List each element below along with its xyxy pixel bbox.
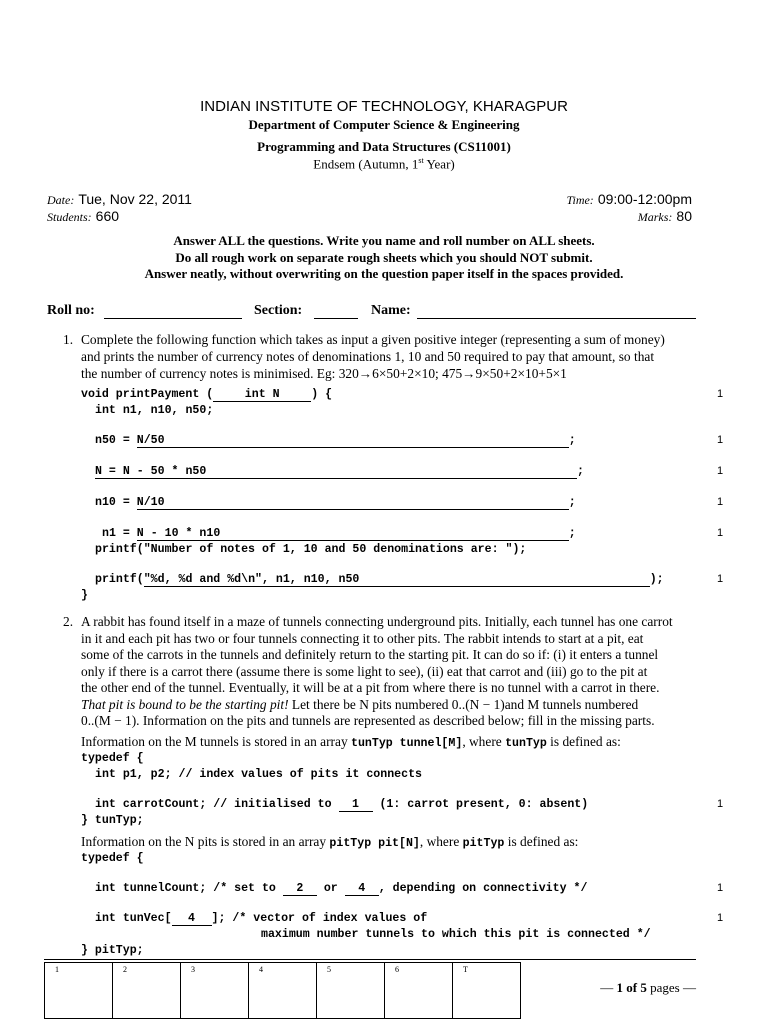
marks-grid — [44, 962, 521, 1019]
q1-line-n: N = N - 50 * n50 ; — [95, 465, 584, 478]
roll-no-label: Roll no: — [47, 303, 95, 318]
q2-mark-3: 1 — [717, 912, 724, 924]
q1-printf1: printf("Number of notes of 1, 10 and 50 denominations are: "); — [95, 543, 527, 556]
section-label: Section: — [254, 303, 303, 318]
q1-mark-6: 1 — [717, 573, 724, 585]
time-value: 09:00-12:00pm — [597, 191, 692, 207]
grid-cell-total[interactable]: T — [453, 963, 521, 1019]
q1-text-line2: and prints the number of currency notes of denominations 1, 10 and 50 required to pay that amount, so that — [81, 349, 655, 364]
q2-tun-field-1: int p1, p2; // index values of pits it connects — [95, 768, 422, 781]
q1-line-n50: n50 = N/50 ; — [95, 434, 576, 447]
name-field[interactable] — [417, 318, 696, 319]
q2-pit-typedef: typedef { — [81, 852, 144, 865]
grid-cell-4[interactable]: 4 — [249, 963, 317, 1019]
name-label: Name: — [371, 303, 411, 318]
q1-decl: int n1, n10, n50; — [95, 404, 214, 417]
time-row: Time: 09:00-12:00pm — [566, 191, 692, 207]
grid-cell-1[interactable]: 1 — [45, 963, 113, 1019]
q2-para-1: A rabbit has found itself in a maze of tunnels connecting underground pits. Initially, each tunnel has one carrot — [81, 614, 673, 629]
q1-mark-5: 1 — [717, 527, 724, 539]
q2-tunnelcount-blank-1: 2 — [283, 882, 317, 896]
q1-printf2: printf("%d, %d and %d\n", n1, n10, n50 ); — [95, 573, 664, 586]
q1-mark-2: 1 — [717, 434, 724, 446]
q2-carrot-blank: 1 — [339, 798, 373, 812]
q2-para-6: That pit is bound to be the starting pit! Let there be N pits numbered 0..(N − 1)and M tunnels numbered — [81, 697, 639, 712]
department-title: Department of Computer Science & Engineering — [248, 117, 520, 132]
q1-mark-4: 1 — [717, 496, 724, 508]
footer-rule — [44, 959, 696, 960]
q1-signature: void printPayment ( int N ) { — [81, 388, 333, 401]
students-row: Students: 660 — [47, 208, 120, 224]
q2-tunnel-intro: Information on the M tunnels is stored in an array tunTyp tunnel[M], where tunTyp is defined as: — [81, 734, 621, 750]
q2-para-2: in it and each pit has two or four tunnels connecting it to other pits. The rabbit intends to start at a pit, eat — [81, 631, 644, 646]
section-field[interactable] — [314, 318, 358, 319]
q1-line-n1: n1 = N - 10 * n10 ; — [102, 527, 576, 540]
q1-number: 1. — [63, 332, 74, 347]
q1-mark-3: 1 — [717, 465, 724, 477]
institute-title: INDIAN INSTITUTE OF TECHNOLOGY, KHARAGPUR — [200, 98, 568, 115]
grid-cell-6[interactable]: 6 — [385, 963, 453, 1019]
q2-para-7: 0..(M − 1). Information on the pits and tunnels are represented as described below; fill in the missing parts. — [81, 713, 655, 728]
instruction-2: Do all rough work on separate rough sheets which you should NOT submit. — [175, 250, 593, 265]
marks-row: Marks: 80 — [637, 208, 692, 224]
q2-pit-field-1: int tunnelCount; /* set to 2 or 4 , depending on connectivity */ — [95, 882, 588, 895]
q2-para-5: the other end of the tunnel. Eventually, it will be at a pit from where there is no tunnel with a carrot in there. — [81, 680, 660, 695]
q1-sig-blank: int N — [213, 388, 311, 402]
date-value: Tue, Nov 22, 2011 — [78, 191, 192, 207]
q2-number: 2. — [63, 614, 74, 629]
roll-no-field[interactable] — [104, 318, 242, 319]
grid-cell-2[interactable]: 2 — [113, 963, 181, 1019]
q2-tunnelcount-blank-2: 4 — [345, 882, 379, 896]
q2-tunvec-blank: 4 — [172, 912, 212, 926]
q1-close: } — [81, 589, 88, 602]
q2-tun-field-2: int carrotCount; // initialised to 1 (1: carrot present, 0: absent) — [95, 798, 589, 811]
q2-pit-field-2: int tunVec[ 4 ]; /* vector of index values of — [95, 912, 428, 925]
students-value: 660 — [95, 208, 120, 224]
date-row: Date: Tue, Nov 22, 2011 — [47, 191, 192, 207]
grid-cell-3[interactable]: 3 — [181, 963, 249, 1019]
q2-mark-2: 1 — [717, 882, 724, 894]
q1-line-n10: n10 = N/10 ; — [95, 496, 576, 509]
q2-pit-field-2-cont: maximum number tunnels to which this pit is connected */ — [261, 928, 651, 941]
q2-tun-typedef: typedef { — [81, 752, 144, 765]
course-title: Programming and Data Structures (CS11001) — [257, 139, 511, 154]
instruction-3: Answer neatly, without overwriting on the question paper itself in the spaces provided. — [144, 266, 624, 281]
q2-mark-1: 1 — [717, 798, 724, 810]
q2-para-4: only if there is a carrot there (assume there is some light to see), (ii) eat that carrot and (iii) go to the pit at — [81, 664, 648, 679]
q2-pit-intro: Information on the N pits is stored in an array pitTyp pit[N], where pitTyp is defined as: — [81, 834, 579, 850]
marks-value: 80 — [676, 208, 692, 224]
instruction-1: Answer ALL the questions. Write you name and roll number on ALL sheets. — [173, 233, 595, 248]
q1-mark-1: 1 — [717, 388, 724, 400]
q1-text-line3: the number of currency notes is minimised. Eg: 320→6×50+2×10; 475→9×50+2×10+5×1 — [81, 366, 567, 381]
q1-text-line1: Complete the following function which takes as input a given positive integer (representing a sum of money) — [81, 332, 665, 347]
page-indicator: — 1 of 5 pages — — [600, 980, 696, 995]
grid-cell-5[interactable]: 5 — [317, 963, 385, 1019]
exam-title: Endsem (Autumn, 1st Year) — [313, 156, 455, 172]
q2-para-3: some of the carrots in the tunnels and definitely return to the starting pit. It can do so if: (i) it enters a tunnel — [81, 647, 659, 662]
q2-tun-close: } tunTyp; — [81, 814, 144, 827]
q2-pit-close: } pitTyp; — [81, 944, 144, 957]
